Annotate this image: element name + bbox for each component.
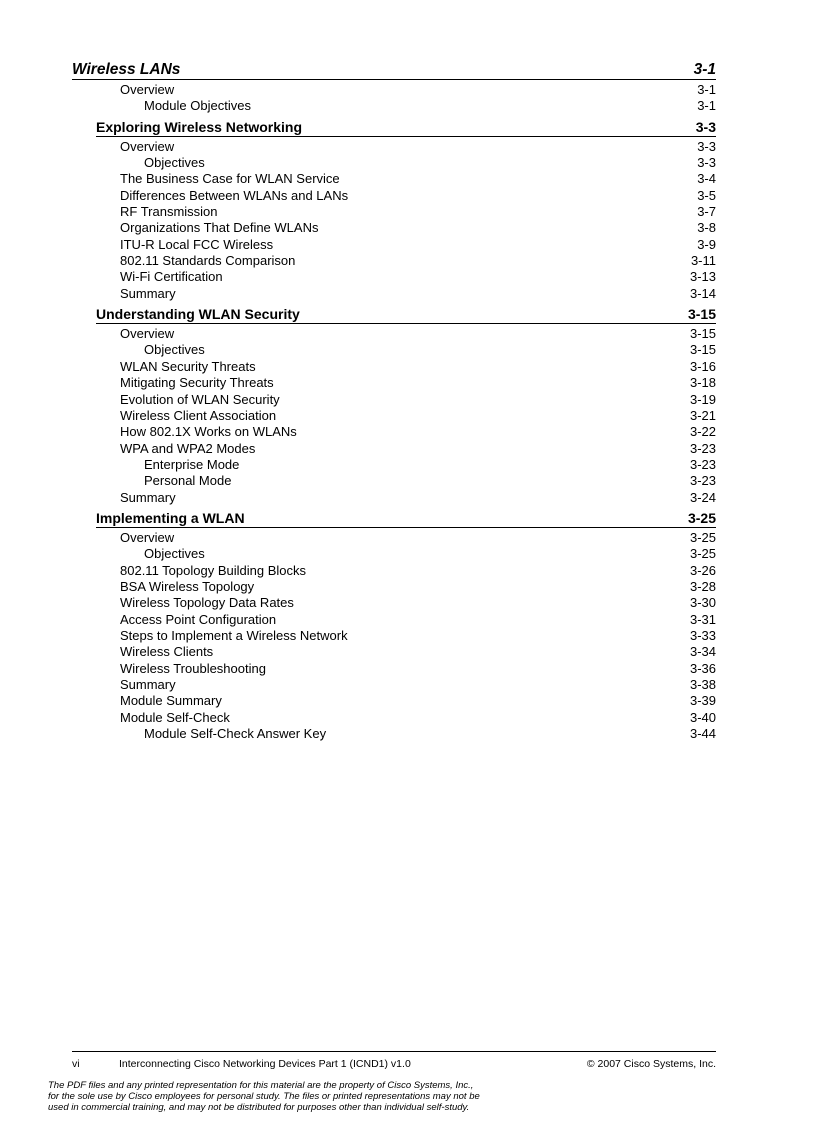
lesson-page: 3-15 xyxy=(687,306,716,323)
toc-entry-label: Personal Mode xyxy=(144,473,232,489)
toc-entry-label: Wi-Fi Certification xyxy=(120,269,223,285)
toc-entry[interactable] xyxy=(144,473,716,489)
toc-entry[interactable] xyxy=(120,269,716,285)
toc-entry[interactable] xyxy=(120,530,716,546)
toc-entry-page: 3-15 xyxy=(689,326,716,342)
toc-entry-page: 3-14 xyxy=(689,285,716,301)
lesson-page: 3-3 xyxy=(695,118,716,135)
toc-entry-label: Evolution of WLAN Security xyxy=(120,391,280,407)
toc-entry-page: 3-7 xyxy=(697,204,716,220)
toc-entry-page: 3-3 xyxy=(697,155,716,171)
lessons xyxy=(72,118,716,743)
toc-entry-label: RF Transmission xyxy=(120,204,218,220)
toc-entry[interactable] xyxy=(120,171,716,187)
toc-entry[interactable] xyxy=(120,326,716,342)
toc-entry-label: Differences Between WLANs and LANs xyxy=(120,187,349,203)
toc-entry-page: 3-39 xyxy=(689,693,716,709)
toc-entry[interactable] xyxy=(120,612,716,628)
toc-entry-page: 3-23 xyxy=(689,440,716,456)
toc-entry-page: 3-11 xyxy=(690,253,716,269)
toc-entry[interactable] xyxy=(120,82,716,98)
toc-entry-page: 3-3 xyxy=(697,138,716,154)
toc-entry-page: 3-18 xyxy=(689,375,716,391)
toc-entry-label: 802.11 Standards Comparison xyxy=(120,253,296,269)
toc-entry-page: 3-33 xyxy=(689,627,716,643)
toc-entry-label: Overview xyxy=(120,326,175,342)
toc-entry-label: Module Objectives xyxy=(144,98,251,114)
toc-entry-label: Module Self-Check xyxy=(120,709,230,725)
toc-entry-label: Overview xyxy=(120,529,175,545)
toc-entry-label: Objectives xyxy=(144,155,205,171)
disclaimer-line: used in commercial training, and may not be distributed for purposes other than individual self-study. xyxy=(48,1102,470,1113)
toc-entry-page: 3-1 xyxy=(697,82,716,97)
module-page: 3-1 xyxy=(693,61,716,78)
toc-entry[interactable] xyxy=(144,98,716,114)
toc-entry-label: Overview xyxy=(120,82,175,97)
toc-entry-page: 3-15 xyxy=(689,342,716,358)
toc-entry-page: 3-5 xyxy=(697,187,716,203)
toc-entry[interactable] xyxy=(144,457,716,473)
toc-entry-page: 3-34 xyxy=(689,644,716,660)
module-title: Wireless LANs xyxy=(72,61,181,78)
toc-entry-page: 3-30 xyxy=(689,595,716,611)
toc-entry-page: 3-9 xyxy=(697,236,716,252)
toc-entry-label: WLAN Security Threats xyxy=(120,358,256,374)
toc-entry-label: 802.11 Topology Building Blocks xyxy=(120,562,306,578)
toc-entry[interactable] xyxy=(144,342,716,358)
toc-entry[interactable] xyxy=(144,726,716,742)
disclaimer xyxy=(48,1080,608,1113)
toc-entry-page: 3-26 xyxy=(689,562,716,578)
toc-entry[interactable] xyxy=(120,563,716,579)
page-footer xyxy=(72,1057,716,1071)
footer-copyright: © 2007 Cisco Systems, Inc. xyxy=(586,1058,716,1070)
toc-entry[interactable] xyxy=(120,253,716,269)
toc-entry-page: 3-38 xyxy=(689,677,716,692)
toc-entry-page: 3-13 xyxy=(689,269,716,285)
toc-entry-label: BSA Wireless Topology xyxy=(120,578,255,594)
toc-entry-label: Organizations That Define WLANs xyxy=(120,220,319,236)
disclaimer-line: for the sole use by Cisco employees for personal study. The files or printed representations may not be xyxy=(48,1091,480,1102)
toc-entry-label: Module Self-Check Answer Key xyxy=(144,726,327,742)
toc-entry-label: Mitigating Security Threats xyxy=(120,375,274,391)
toc-entry-page: 3-25 xyxy=(689,529,716,545)
toc-entry-label: Wireless Troubleshooting xyxy=(120,660,266,676)
toc-entry[interactable] xyxy=(120,359,716,375)
toc-entry-label: Objectives xyxy=(144,546,205,562)
lesson-title: Exploring Wireless Networking xyxy=(96,118,303,135)
toc-entry-page: 3-28 xyxy=(689,578,716,594)
toc-entry[interactable] xyxy=(120,204,716,220)
toc-entry-page: 3-44 xyxy=(689,726,716,742)
toc-entry-label: How 802.1X Works on WLANs xyxy=(120,424,297,440)
toc-entry-label: Wireless Topology Data Rates xyxy=(120,595,294,611)
toc-entry-label: Module Summary xyxy=(120,693,222,709)
toc-entry-label: Enterprise Mode xyxy=(144,456,240,472)
toc-entry-label: ITU-R Local FCC Wireless xyxy=(120,236,274,252)
toc-entry[interactable] xyxy=(144,155,716,171)
toc-entry-page: 3-4 xyxy=(697,171,716,187)
toc-entry[interactable] xyxy=(120,693,716,709)
toc-entry-label: Steps to Implement a Wireless Network xyxy=(120,627,348,643)
toc-entry-page: 3-25 xyxy=(689,546,716,562)
toc-entry-label: Wireless Client Association xyxy=(120,407,277,423)
toc-entry[interactable] xyxy=(120,139,716,155)
toc-entry-label: WPA and WPA2 Modes xyxy=(120,440,256,456)
toc-entry[interactable] xyxy=(144,546,716,562)
toc-entry[interactable] xyxy=(120,644,716,660)
toc-entry-page: 3-21 xyxy=(689,407,716,423)
toc-entry-page: 3-24 xyxy=(689,489,716,505)
toc-entry-label: Summary xyxy=(120,285,176,301)
toc-entry[interactable] xyxy=(120,237,716,253)
toc-entry-page: 3-1 xyxy=(697,98,716,114)
toc-entry-label: Overview xyxy=(120,138,175,154)
toc-entry-page: 3-22 xyxy=(689,424,716,440)
disclaimer-line: The PDF files and any printed representation for this material are the property of Cisco Systems, Inc., xyxy=(48,1080,474,1091)
toc-entry[interactable] xyxy=(120,392,716,408)
footer-title: Interconnecting Cisco Networking Devices Part 1 (ICND1) v1.0 xyxy=(119,1058,411,1070)
toc-entry-label: Objectives xyxy=(144,342,205,358)
lesson-heading[interactable] xyxy=(96,118,716,137)
footer-page-number: vi xyxy=(72,1058,80,1070)
toc-entry-page: 3-19 xyxy=(689,391,716,407)
toc-entry-label: Summary xyxy=(120,489,176,505)
lesson-page: 3-25 xyxy=(687,509,716,526)
footer-rule xyxy=(72,1051,716,1052)
lesson-heading[interactable] xyxy=(96,509,716,528)
lesson-heading[interactable] xyxy=(96,305,716,324)
module-heading xyxy=(72,60,716,80)
toc-entry-label: Wireless Clients xyxy=(120,644,214,660)
module-entries xyxy=(72,82,716,115)
toc-entry[interactable] xyxy=(120,286,716,302)
table-of-contents xyxy=(72,60,716,742)
toc-entry-page: 3-31 xyxy=(689,611,716,627)
toc-entry[interactable] xyxy=(120,441,716,457)
toc-entry[interactable] xyxy=(120,579,716,595)
toc-entry[interactable] xyxy=(120,424,716,440)
toc-entry[interactable] xyxy=(120,375,716,391)
toc-entry[interactable] xyxy=(120,628,716,644)
lesson-title: Understanding WLAN Security xyxy=(96,306,300,323)
toc-entry[interactable] xyxy=(120,677,716,693)
toc-entry-label: Summary xyxy=(120,677,176,692)
toc-entry[interactable] xyxy=(120,595,716,611)
toc-entry[interactable] xyxy=(120,220,716,236)
toc-entry-page: 3-40 xyxy=(689,709,716,725)
toc-entry-page: 3-16 xyxy=(689,358,716,374)
toc-entry[interactable] xyxy=(120,661,716,677)
toc-entry-page: 3-23 xyxy=(689,456,716,472)
toc-entry-label: Access Point Configuration xyxy=(120,611,277,627)
toc-entry[interactable] xyxy=(120,188,716,204)
toc-entry-page: 3-8 xyxy=(697,220,716,236)
toc-entry-page: 3-36 xyxy=(689,660,716,676)
toc-entry[interactable] xyxy=(120,490,716,506)
toc-entry[interactable] xyxy=(120,408,716,424)
lesson-title: Implementing a WLAN xyxy=(96,509,245,526)
toc-entry-label: The Business Case for WLAN Service xyxy=(120,171,340,187)
toc-entry[interactable] xyxy=(120,710,716,726)
toc-entry-page: 3-23 xyxy=(689,473,716,489)
